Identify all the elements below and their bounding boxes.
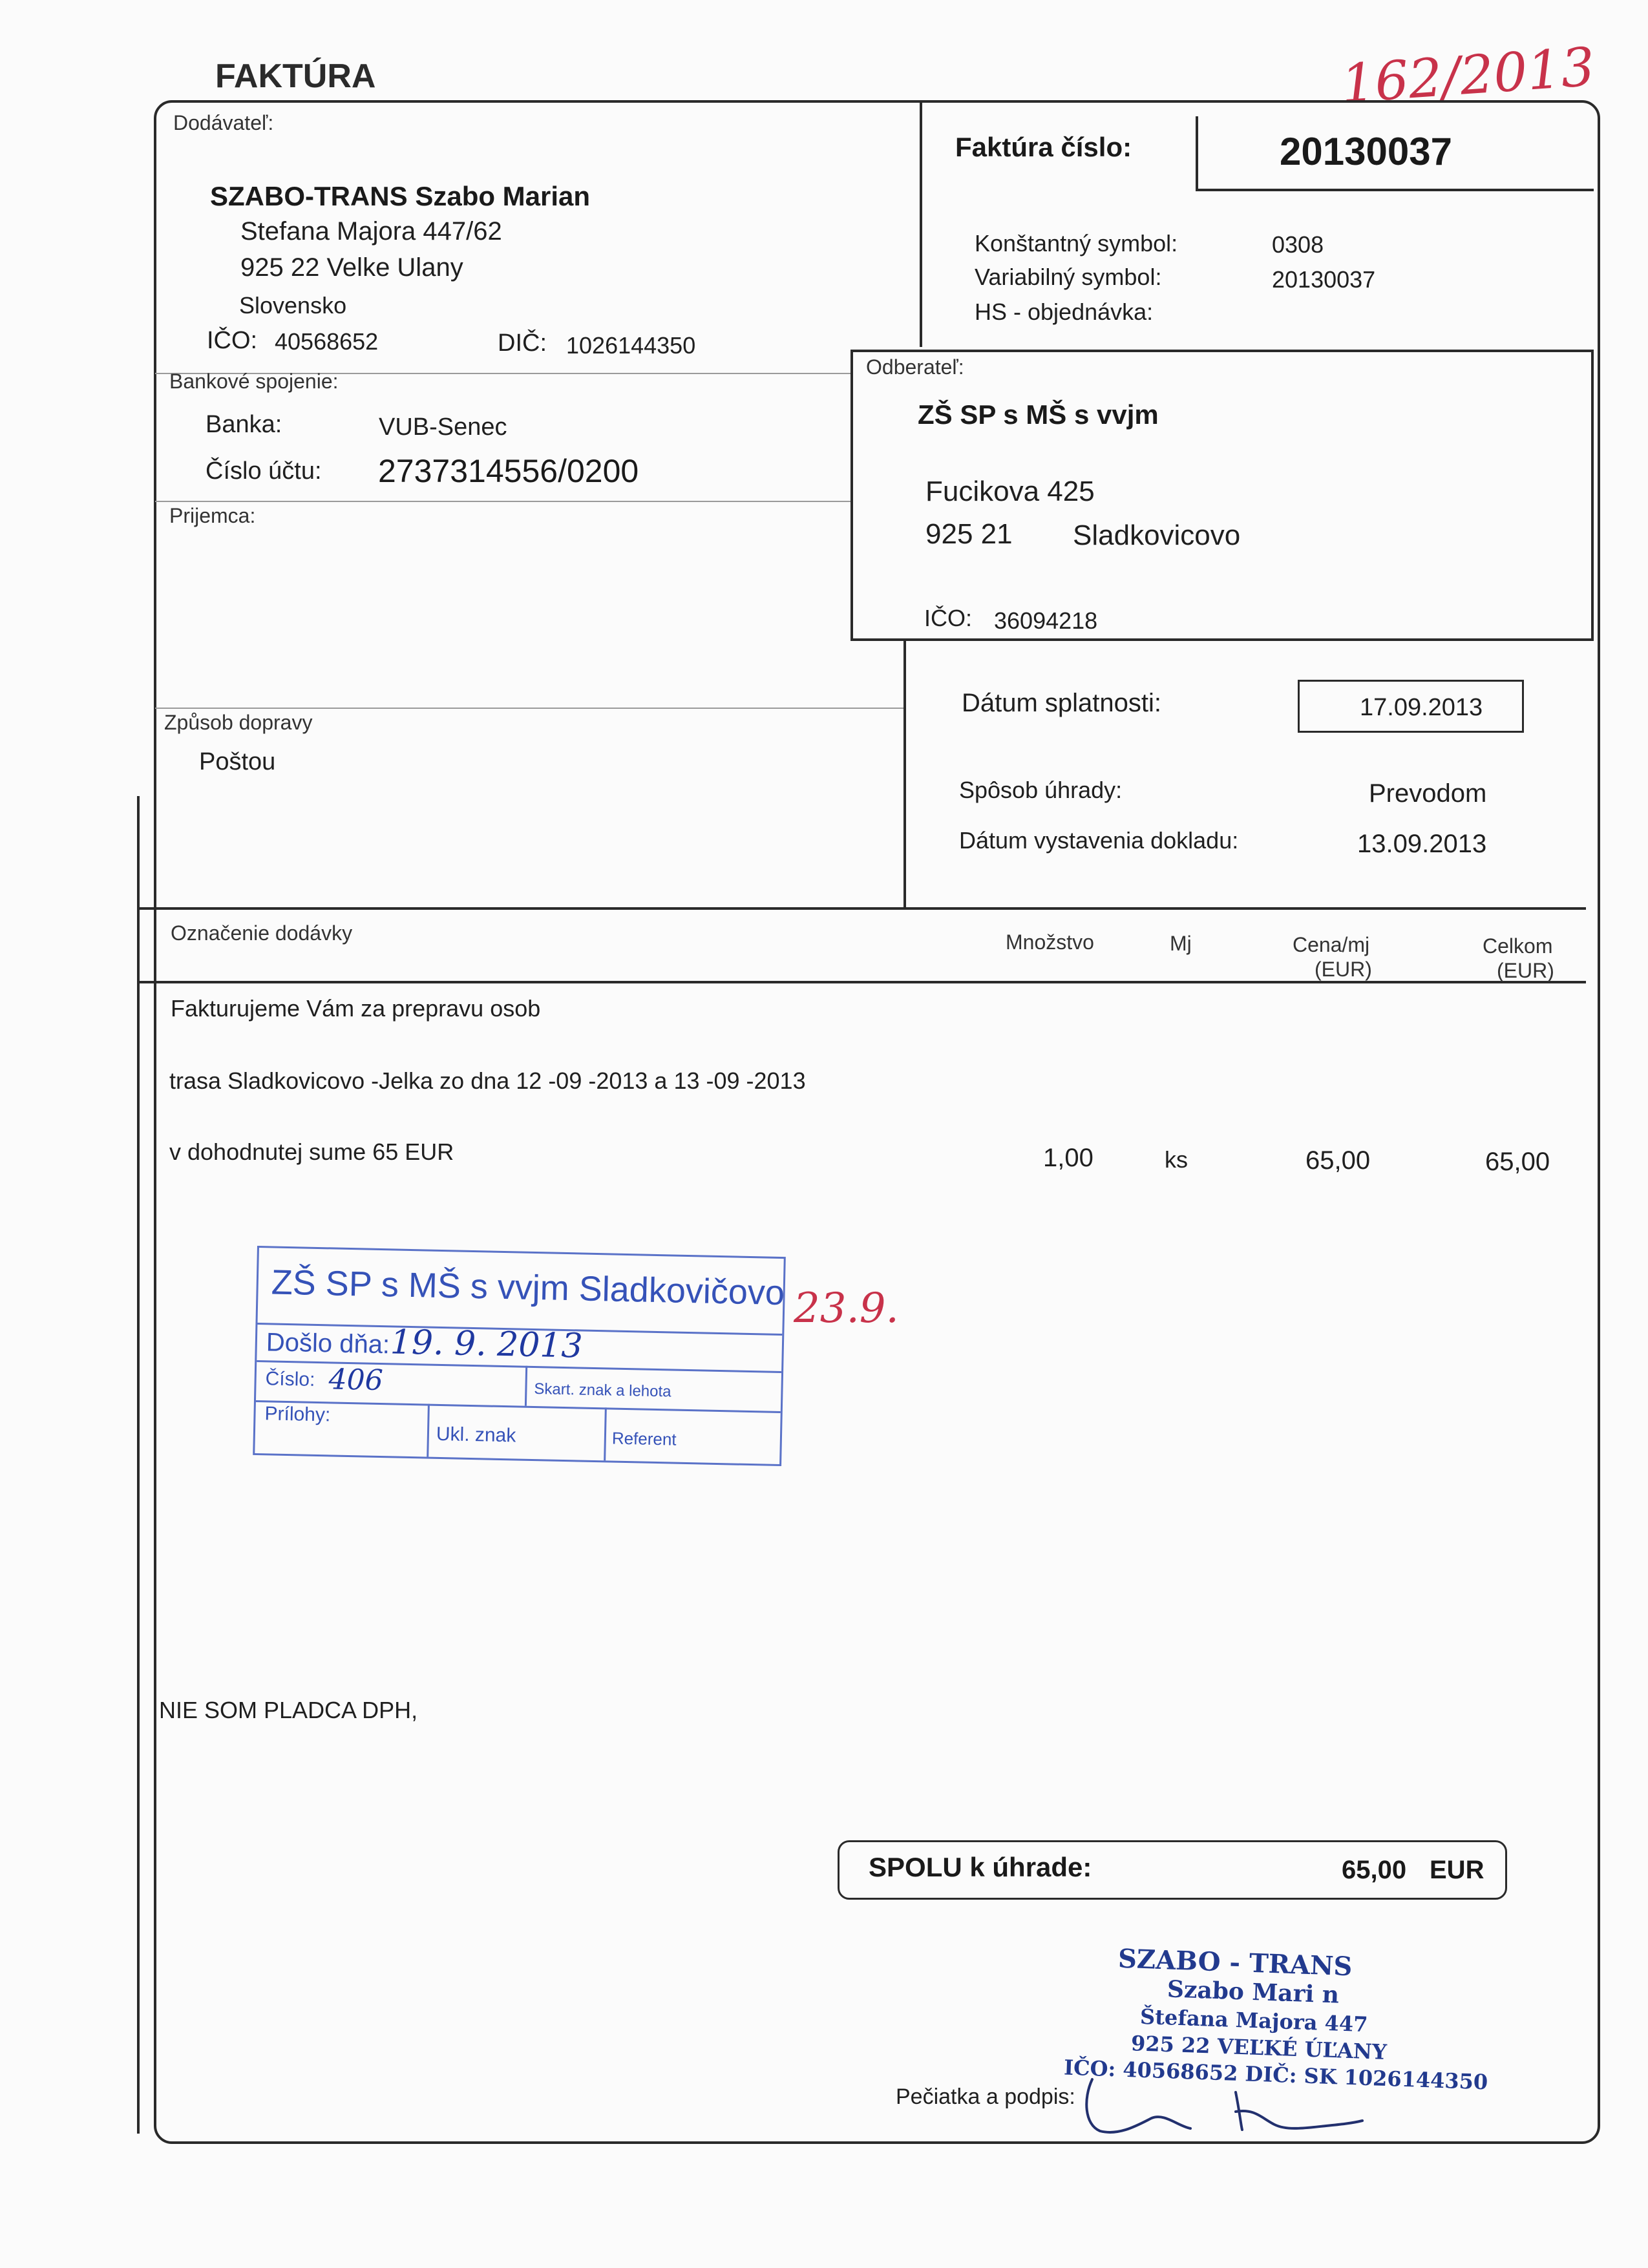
bank-section-label: Bankové spojenie: bbox=[169, 370, 339, 393]
recipient-label: Prijemca: bbox=[169, 504, 256, 527]
col-description-header: Označenie dodávky bbox=[171, 921, 353, 945]
stamp-title: ZŠ SP s MŠ s vvjm Sladkovičovo bbox=[271, 1263, 785, 1313]
hs-order-label: HS - objednávka: bbox=[975, 299, 1154, 325]
item-line-1: Fakturujeme Vám za prepravu osob bbox=[171, 995, 541, 1022]
company-stamp-line5: IČO: 40568652 DIČ: SK 1026144350 bbox=[1063, 2055, 1488, 2095]
item-unit: ks bbox=[1165, 1146, 1188, 1173]
col-qty-header: Množstvo bbox=[1006, 930, 1094, 954]
issue-date-label: Dátum vystavenia dokladu: bbox=[959, 827, 1239, 854]
col-price-header: Cena/mj bbox=[1293, 933, 1370, 956]
company-stamp-line4: 925 22 VEĽKÉ ÚĽANY bbox=[1130, 2031, 1388, 2064]
bank-name-label: Banka: bbox=[206, 411, 282, 438]
stamp-number-value: 406 bbox=[328, 1363, 384, 1398]
stamp-short-label: Skart. znak a lehota bbox=[534, 1380, 671, 1401]
company-stamp-line3: Štefana Majora 447 bbox=[1139, 2004, 1369, 2037]
item-price: 65,00 bbox=[1305, 1146, 1371, 1175]
customer-zip: 925 21 bbox=[925, 518, 1013, 550]
company-stamp-line1: SZABO - TRANS bbox=[1117, 1943, 1353, 1982]
supplier-dic: 1026144350 bbox=[566, 332, 696, 359]
col-unit-header: Mj bbox=[1170, 932, 1192, 955]
vat-note: NIE SOM PLADCA DPH, bbox=[159, 1697, 418, 1723]
handwritten-note: 23.9. bbox=[794, 1285, 899, 1332]
bank-name-value: VUB-Senec bbox=[379, 414, 507, 441]
handwritten-invoice-number: 162/2013 bbox=[1339, 36, 1597, 116]
summary-label: SPOLU k úhrade: bbox=[869, 1852, 1092, 1882]
divider-transport bbox=[155, 708, 905, 709]
frame-left-lower bbox=[137, 796, 140, 2134]
divider-recipient bbox=[155, 501, 860, 502]
stamp-code-label: Ukl. znak bbox=[436, 1423, 516, 1447]
due-date-value: 17.09.2013 bbox=[1360, 694, 1483, 721]
supplier-label: Dodávateľ: bbox=[173, 111, 274, 134]
col-price-currency: (EUR) bbox=[1315, 958, 1372, 981]
divider-payment bbox=[903, 641, 906, 909]
transport-label: Způsob dopravy bbox=[164, 711, 313, 734]
company-stamp-line2: Szabo Mari n bbox=[1167, 1975, 1340, 2009]
col-total-currency: (EUR) bbox=[1497, 959, 1554, 982]
transport-value: Poštou bbox=[199, 748, 276, 775]
supplier-ico: 40568652 bbox=[275, 328, 379, 355]
invoice-number-label: Faktúra číslo: bbox=[955, 132, 1132, 162]
item-total: 65,00 bbox=[1485, 1148, 1550, 1176]
invoice-number: 20130037 bbox=[1280, 130, 1452, 173]
stamp-referent-label: Referent bbox=[611, 1428, 677, 1449]
stamp-number-label: Číslo: bbox=[265, 1368, 315, 1391]
customer-label: Odberateľ: bbox=[866, 355, 964, 379]
var-symbol-label: Variabilný symbol: bbox=[975, 264, 1162, 290]
account-label: Číslo účtu: bbox=[206, 457, 322, 485]
stamp-received-label: Došlo dňa: bbox=[266, 1328, 390, 1360]
document-title: FAKTÚRA bbox=[215, 58, 376, 95]
payment-method-label: Spôsob úhrady: bbox=[959, 777, 1123, 803]
customer-city: Sladkovicovo bbox=[1073, 520, 1241, 551]
payment-method-value: Prevodom bbox=[1369, 779, 1487, 808]
item-line-2: trasa Sladkovicovo -Jelka zo dna 12 -09 -2013 a 13 -09 -2013 bbox=[169, 1067, 806, 1094]
customer-ico-label: IČO: bbox=[924, 605, 973, 631]
summary-currency: EUR bbox=[1430, 1856, 1484, 1884]
supplier-street: Stefana Majora 447/62 bbox=[240, 217, 502, 246]
item-qty: 1,00 bbox=[1043, 1144, 1093, 1172]
col-total-header: Celkom bbox=[1483, 934, 1553, 958]
summary-amount: 65,00 bbox=[1342, 1856, 1407, 1884]
signature-label: Pečiatka a podpis: bbox=[896, 2084, 1075, 2109]
customer-ico: 36094218 bbox=[994, 607, 1098, 634]
item-line-3: v dohodnutej sume 65 EUR bbox=[169, 1139, 454, 1165]
divider-top bbox=[920, 101, 922, 347]
supplier-city: 925 22 Velke Ulany bbox=[240, 253, 463, 282]
konst-symbol-value: 0308 bbox=[1272, 231, 1324, 258]
supplier-country: Slovensko bbox=[239, 292, 347, 319]
received-stamp bbox=[253, 1246, 786, 1466]
customer-street: Fucikova 425 bbox=[925, 476, 1095, 507]
issue-date-value: 13.09.2013 bbox=[1357, 830, 1487, 858]
supplier-ico-label: IČO: bbox=[207, 327, 258, 354]
table-top-line bbox=[138, 907, 1586, 910]
stamp-attachments-label: Prílohy: bbox=[264, 1403, 331, 1426]
supplier-name: SZABO-TRANS Szabo Marian bbox=[210, 181, 591, 211]
customer-name: ZŠ SP s MŠ s vvjm bbox=[918, 399, 1159, 430]
due-date-label: Dátum splatnosti: bbox=[962, 689, 1162, 717]
var-symbol-value: 20130037 bbox=[1272, 266, 1376, 293]
stamp-received-date: 19. 9. 2013 bbox=[390, 1323, 584, 1366]
supplier-dic-label: DIČ: bbox=[498, 330, 547, 357]
signature-mark bbox=[1081, 2073, 1365, 2144]
account-value: 2737314556/0200 bbox=[378, 453, 639, 489]
konst-symbol-label: Konštantný symbol: bbox=[975, 230, 1178, 257]
